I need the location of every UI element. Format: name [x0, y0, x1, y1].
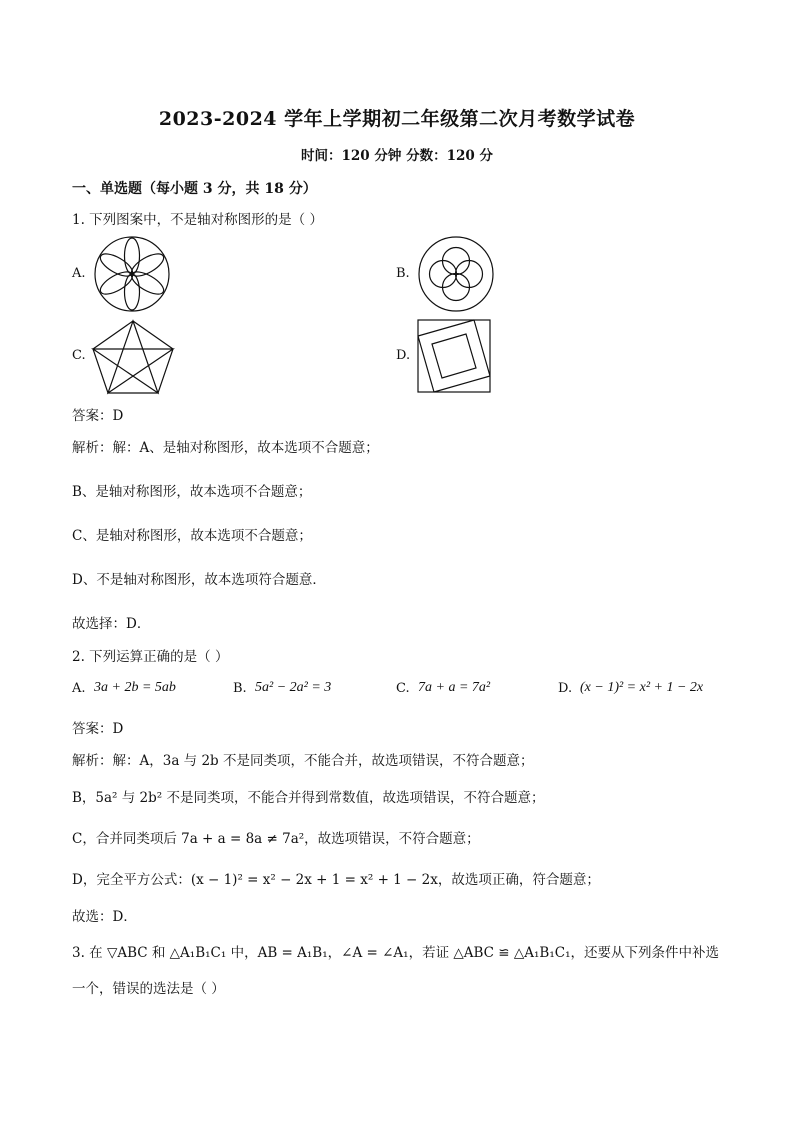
q2-option-d-expr: (x − 1)² = x² + 1 − 2x [580, 680, 704, 695]
q1-analysis-4: D、不是轴对称图形，故本选项符合题意． [72, 572, 326, 588]
q1-analysis-3: C、是轴对称图形，故本选项不合题意； [72, 528, 312, 544]
q2-option-a-expr: 3a + 2b = 5ab [94, 680, 176, 695]
page-title: 2023-2024 学年上学期初二年级第二次月考数学试卷 [158, 108, 636, 130]
question-2-stem: 2. 下列运算正确的是（ ） [72, 649, 229, 665]
q1-analysis-1: 解析：解：A、是轴对称图形，故本选项不合题意； [72, 440, 379, 456]
flower-in-circle-icon [92, 234, 172, 314]
q1-option-b-label: B. [396, 266, 410, 281]
q2-conclusion: 故选：D． [72, 909, 137, 925]
question-3-stem-line-2: 一个，错误的选法是（ ） [72, 981, 225, 997]
q2-option-b-label: B. [233, 681, 247, 696]
q2-option-c-expr: 7a + a = 7a² [418, 680, 491, 695]
petal-shape [128, 250, 167, 281]
petal-shape [97, 268, 136, 299]
four-circles-in-circle-icon [416, 234, 496, 314]
q2-option-d-label: D. [558, 681, 573, 696]
q1-option-a-label: A. [72, 266, 86, 281]
q2-option-b-expr: 5a² − 2a² = 3 [255, 680, 332, 695]
question-1-stem: 1. 下列图案中，不是轴对称图形的是（ ） [72, 212, 323, 228]
rotated-square-in-square-icon [416, 318, 492, 394]
q1-conclusion: 故选择：D． [72, 616, 151, 632]
section-heading: 一、单选题（每小题 3 分，共 18 分） [72, 181, 317, 197]
petal-shape [97, 250, 136, 281]
pentagram-in-pentagon-icon [90, 318, 176, 396]
q1-answer: 答案：D [72, 408, 124, 424]
q1-analysis-2: B、是轴对称图形，故本选项不合题意； [72, 484, 312, 500]
question-3-stem-line-1: 3. 在 ▽ABC 和 △A₁B₁C₁ 中，AB = A₁B₁，∠A = ∠A₁，若证 △ABC ≌ △A₁B₁C₁，还要从下列条件中补选 [72, 945, 720, 961]
q2-option-c-label: C. [396, 681, 410, 696]
q2-analysis-4: D，完全平方公式：(x − 1)² = x² − 2x + 1 = x² + 1 − 2x，故选项正确，符合题意； [72, 872, 600, 888]
q1-option-c-label: C. [72, 348, 86, 363]
q2-option-a-label: A. [72, 681, 86, 696]
q2-analysis-3: C，合并同类项后 7a + a = 8a ≠ 7a²，故选项错误，不符合题意； [72, 831, 480, 847]
q1-option-d-label: D. [396, 348, 411, 363]
petal-shape [128, 268, 167, 299]
exam-info: 时间：120 分钟 分数：120 分 [301, 148, 493, 164]
q2-analysis-2: B，5a² 与 2b² 不是同类项，不能合并得到常数值，故选项错误，不符合题意； [72, 790, 545, 806]
q2-answer: 答案：D [72, 721, 124, 737]
q2-analysis-1: 解析：解：A，3a 与 2b 不是同类项，不能合并，故选项错误，不符合题意； [72, 753, 534, 769]
